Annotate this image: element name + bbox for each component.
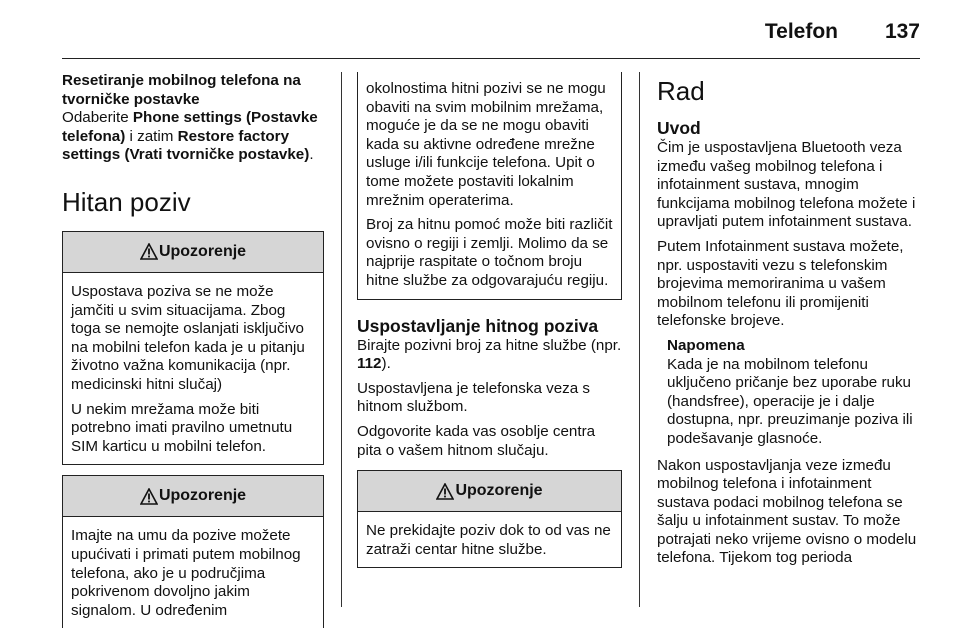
setup-text-a: Birajte pozivni broj za hitne službe (npr.: [357, 336, 622, 354]
page-title: Telefon: [764, 20, 838, 43]
reset-text: [62, 109, 324, 165]
section-title-operation: Rad: [657, 76, 705, 106]
warning-header: [63, 232, 323, 273]
warning-label: Upozorenje: [455, 481, 543, 499]
warning-box-2-continued: [357, 72, 622, 300]
warning-header: [63, 476, 323, 517]
warning-text: Ne prekidajte poziv dok to od vas ne zatraži centar hitne službe.: [366, 522, 611, 558]
warning-box-1: [62, 231, 324, 465]
column-1: [62, 72, 324, 628]
reset-text-c: i zatim: [125, 127, 178, 145]
warning-label: Upozorenje: [158, 242, 247, 260]
body-text: Čim je uspostavljena Bluetooth veza između vašeg mobilnog telefona i infotainment sustava, mnogim funkcijama mobilnog telefona možete i upravljati putem infotainment sustava.: [657, 139, 916, 231]
header-rule: [62, 58, 920, 59]
reset-text-a: Odaberite: [62, 109, 133, 127]
setup-text: [357, 337, 622, 374]
reset-text-d: .: [309, 146, 314, 164]
body-text: Putem Infotainment sustava možete, npr. uspostaviti vezu s telefonskim brojevima memoriranima u vašem mobilnom telefonu ili promijeniti telefonske brojeve.: [657, 237, 904, 330]
subheading-intro: Uvod: [657, 118, 701, 138]
note-block: [657, 337, 923, 449]
warning-body: [63, 517, 323, 628]
section-title-emergency: Hitan poziv: [62, 186, 191, 217]
emergency-number: 112: [357, 355, 382, 373]
setup-text: Odgovorite kada vas osoblje centra pita o vašem hitnom slučaju.: [357, 422, 596, 459]
column-divider-2: [639, 72, 640, 607]
body-text: Nakon uspostavljanja veze između mobilnog telefona i infotainment sustava podaci mobilnog telefona se šalju u infotainment sustav. To može potrajati neko vrijeme ovisno o modelu telefona. Tijekom tog perioda: [657, 456, 917, 567]
warning-triangle-icon: [140, 488, 158, 505]
warning-label: Upozorenje: [158, 487, 247, 505]
note-heading: Napomena: [667, 336, 745, 354]
warning-triangle-icon: [436, 483, 454, 500]
column-divider-1: [341, 72, 342, 607]
warning-text: Imajte na umu da pozive možete upućivati i primati putem mobilnog telefona, ako je u područjima pokrivenom dovoljno jakim signalom. U određenim: [71, 527, 301, 619]
setup-text-c: ).: [381, 355, 391, 373]
warning-text: Broj za hitnu pomoć može biti različit ovisno o regiji i zemlji. Molimo da se najprije raspitate o točnom broju hitne službe za odgovarajuću regiju.: [366, 216, 613, 289]
warning-body: [63, 273, 323, 464]
page-header: [62, 0, 920, 58]
page-number: 137: [884, 20, 920, 43]
warning-triangle-icon: [140, 243, 158, 260]
warning-box-2: [62, 475, 324, 628]
warning-text: okolnostima hitni pozivi se ne mogu obaviti na svim mobilnim mrežama, moguće je da se ne mogu obaviti kada su aktivne određene mrežne usluge i/ili funkcije telefona. Upit o tome možete postaviti lokalnim mrežnim operaterima.: [366, 80, 606, 209]
setup-heading: Uspostavljanje hitnog poziva: [357, 315, 599, 336]
setup-text: Uspostavljena je telefonska veza s hitnom službom.: [357, 379, 591, 416]
note-text: Kada je na mobilnom telefonu uključeno pričanje bez uporabe ruku (handsfree), operacije je i dalje dostupna, npr. preuzimanje poziva ili podešavanje glasnoće.: [667, 355, 913, 447]
warning-text: Uspostava poziva se ne može jamčiti u svim situacijama. Zbog toga se nemojte oslanjati isključivo na mobilni telefon kada je u pitanju životno važna komunikacija (npr. medicinski hitni slučaj): [71, 282, 305, 393]
warning-header: [358, 471, 621, 512]
reset-heading: Resetiranje mobilnog telefona na tvorničke postavke: [62, 72, 301, 108]
column-2: [357, 72, 622, 568]
column-3: [657, 72, 923, 574]
menu-restore-factory: Restore factory settings (Vrati tvorničke postavke): [62, 127, 310, 164]
warning-body: [358, 512, 621, 567]
warning-text: U nekim mrežama može biti potrebno imati pravilno umetnutu SIM karticu u mobilni telefon.: [71, 400, 293, 455]
menu-phone-settings: Phone settings (Postavke telefona): [62, 109, 318, 145]
warning-box-3: [357, 470, 622, 568]
